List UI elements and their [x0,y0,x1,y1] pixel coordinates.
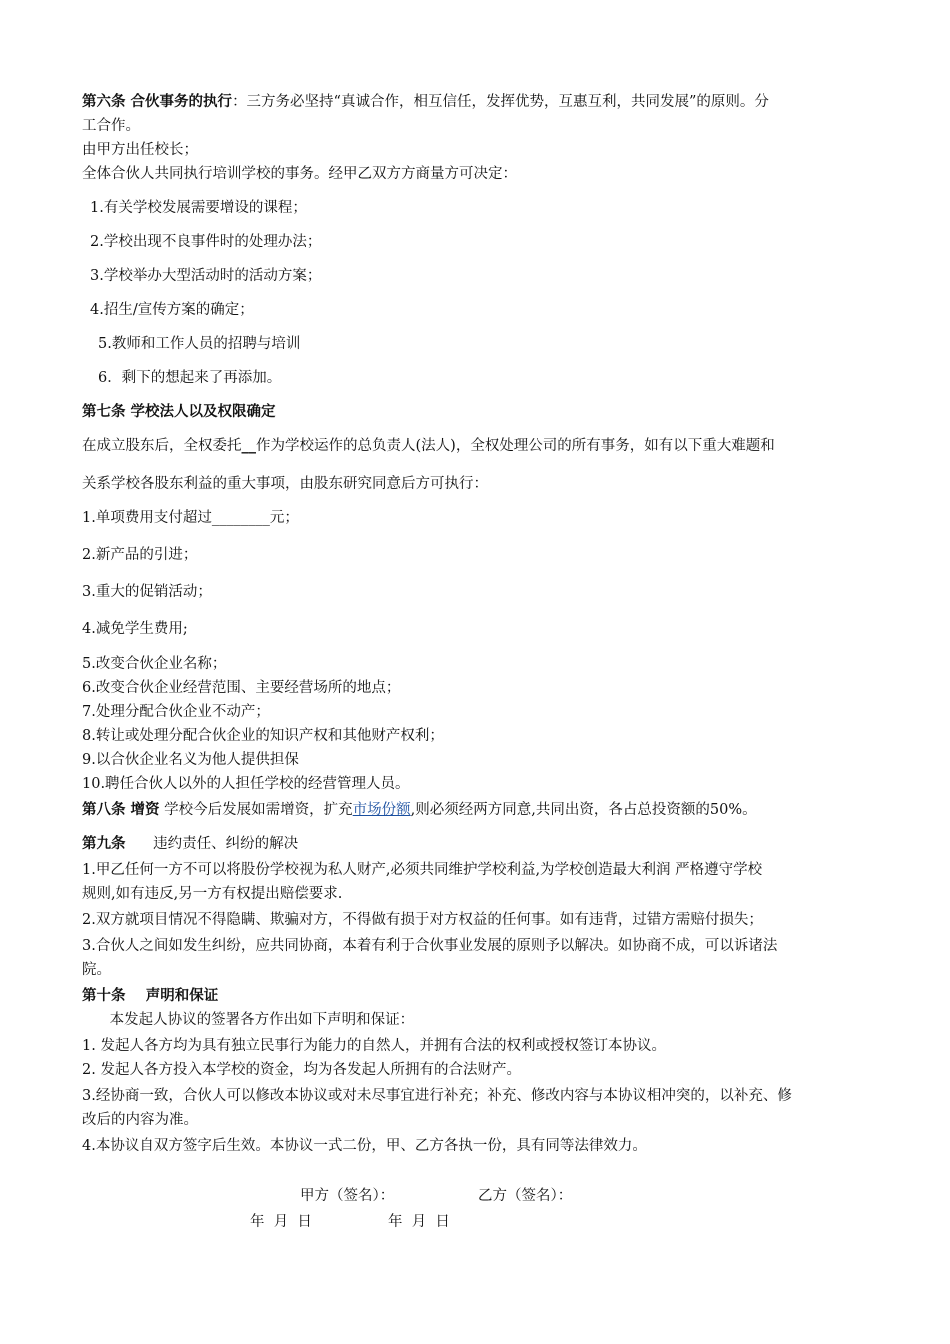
art7-blank: __ [241,437,256,454]
art10-heading: 第十条 声明和保证 [82,987,219,1004]
art6-item: 5.教师和工作人员的招聘与培训 [98,336,301,352]
art6-line-1 [82,92,872,112]
art9-title: 违约责任、纠纷的解决 [125,836,299,852]
art6-item: 6．剩下的想起来了再添加。 [98,370,282,386]
art6-line-2: 工合作。 [82,118,140,134]
art6-item: 2.学校出现不良事件时的处理办法； [90,234,322,250]
art7-item: 5.改变合伙企业名称； [82,656,227,672]
art7-item: 7.处理分配合伙企业不动产； [82,704,270,720]
art9-text: 2.双方就项目情况不得隐瞒、欺骗对方，不得做有损于对方权益的任何事。如有违背，过错方需赔付损失； [82,912,763,928]
art6-line-4: 全体合伙人共同执行培训学校的事务。经甲乙双方方商量方可决定： [82,166,517,182]
market-share-link[interactable]: 市场份额 [352,802,411,818]
art8-text-b: ,则必须经两方同意,共同出资，各占总投资额的50%。 [410,802,757,818]
party-b-signature: 乙方（签名）： [478,1188,573,1204]
art7-para-1b: 作为学校运作的总负责人(法人)，全权处理公司的所有事务，如有以下重大难题和 [256,438,775,454]
art7-item: 8.转让或处理分配合伙企业的知识产权和其他财产权利； [82,728,444,744]
art9-text: 3.合伙人之间如发生纠纷，应共同协商，本着有利于合伙事业发展的原则予以解决。如协商不成，可以诉诸法 [82,938,778,954]
art10-text: 1. 发起人各方均为具有独立民事行为能力的自然人，并拥有合法的权利或授权签订本协议。 [82,1038,666,1054]
art8-line [82,800,872,820]
party-a-signature: 甲方（签名）： [300,1188,395,1204]
art7-para-2: 关系学校各股东利益的重大事项，由股东研究同意后方可执行： [82,476,488,492]
art10-text: 3.经协商一致，合伙人可以修改本协议或对未尽事宜进行补充；补充、修改内容与本协议相冲突的，以补充、修 [82,1088,792,1104]
art7-heading: 第七条 学校法人以及权限确定 [82,403,276,420]
party-a-date: 年 月 日 [250,1214,312,1230]
art7-item: 10.聘任合伙人以外的人担任学校的经营管理人员。 [82,776,410,792]
art7-item: 6.改变合伙企业经营范围、主要经营场所的地点； [82,680,401,696]
art7-item: 4.减免学生费用; [82,621,188,637]
art6-line-3: 由甲方出任校长； [82,142,198,158]
art8-heading: 第八条 增资 [82,801,160,818]
art7-item: 2.新产品的引进； [82,547,198,563]
art8-text-a: 学校今后发展如需增资，扩充 [159,802,353,818]
art10-text: 4.本协议自双方签字后生效。本协议一式二份，甲、乙方各执一份，具有同等法律效力。 [82,1138,647,1154]
art9-text: 1.甲乙任何一方不可以将股份学校视为私人财产,必须共同维护学校利益,为学校创造最大利润 严格遵守学校 [82,862,763,878]
art10-text: 本发起人协议的签署各方作出如下声明和保证： [82,1012,415,1028]
art10-text: 2. 发起人各方投入本学校的资金，均为各发起人所拥有的合法财产。 [82,1062,521,1078]
art6-text-1: ：三方务必坚持“真诚合作，相互信任，发挥优势，互惠互利，共同发展”的原则。分 [232,94,769,110]
art7-item: 1.单项费用支付超过________元； [82,510,299,526]
art9-heading: 第九条 [82,835,126,852]
party-b-date: 年 月 日 [388,1214,450,1230]
art9-text: 规则,如有违反,另一方有权提出赔偿要求. [82,886,343,902]
art10-text: 改后的内容为准。 [82,1112,198,1128]
art7-item: 9.以合伙企业名义为他人提供担保 [82,752,299,768]
art6-item: 4.招生/宣传方案的确定； [90,302,254,318]
art9-line [82,834,872,854]
art7-para-1 [82,436,872,456]
art6-item: 1.有关学校发展需要增设的课程； [90,200,307,216]
art6-item: 3.学校举办大型活动时的活动方案； [90,268,322,284]
art7-item: 3.重大的促销活动； [82,584,212,600]
art7-para-1a: 在成立股东后，全权委托 [82,438,242,454]
art9-text: 院。 [82,962,111,978]
art6-heading: 第六条 合伙事务的执行 [82,93,233,110]
